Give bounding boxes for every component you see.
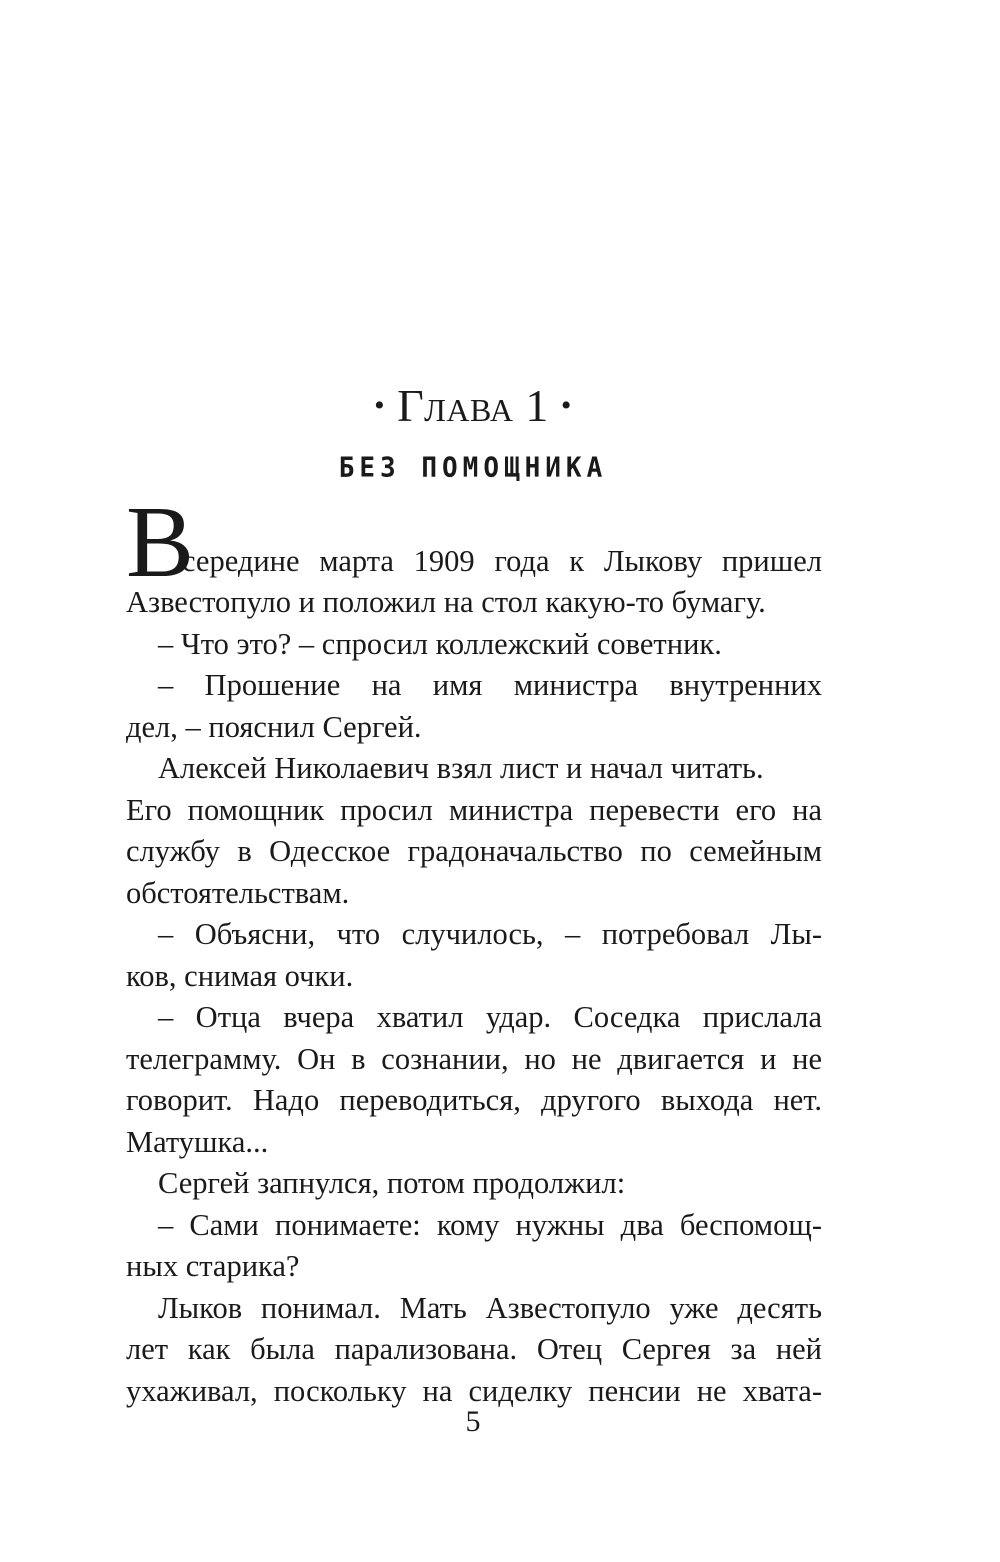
text-line-dropcap (126, 486, 822, 599)
text-line: говорит. Надо переводиться, другого выхода нет. (126, 1083, 822, 1117)
text-line: Матушка... (126, 1124, 269, 1159)
chapter-title: Глава 1 (397, 380, 549, 431)
text-line: дел, – пояснил Сергей. (126, 709, 422, 744)
chapter-subtitle: БЕЗ ПОМОЩНИКА (338, 452, 608, 484)
text-line: – Прошение на имя министра внутренних (158, 668, 822, 702)
text-line: Его помощник просил министра перевести его на (126, 792, 822, 827)
text-line: Алексей Николаевич взял лист и начал читать. (158, 751, 764, 785)
text-line: ков, снимая очки. (126, 958, 354, 993)
text-line: Лыков понимал. Мать Азвестопуло уже десять (158, 1290, 822, 1325)
text-line: телеграмму. Он в сознании, но не двигается и не (126, 1041, 822, 1076)
bullet-left: • (374, 389, 386, 422)
text-line: – Что это? – спросил коллежский советник. (158, 626, 722, 661)
text-line: Сергей запнулся, потом продолжил: (158, 1166, 626, 1200)
text-line: ных старика? (126, 1249, 300, 1283)
text-line: Азвестопуло и положил на стол какую-то бумагу. (126, 585, 766, 619)
chapter-heading (0, 378, 946, 434)
text-line: – Отца вчера хватил удар. Соседка прислала (158, 1000, 822, 1034)
text-line: – Объясни, что случилось, – потребовал Лы- (158, 917, 822, 951)
text-line: – Сами понимаете: кому нужны два беспомощ- (158, 1207, 822, 1242)
bullet-right: • (560, 389, 572, 422)
page-number: 5 (465, 1405, 481, 1438)
text-line: обстоятельствам. (126, 875, 350, 910)
text-line: ухаживал, поскольку на сиделку пенсии не хвата- (126, 1373, 822, 1408)
text-line: середине марта 1909 года к Лыкову пришел (182, 544, 822, 578)
text-line: службу в Одесское градоначальство по семейным (126, 834, 822, 868)
body-text (126, 486, 822, 1412)
drop-cap: В (126, 486, 195, 599)
text-line: лет как была парализована. Отец Сергея за ней (126, 1332, 822, 1366)
